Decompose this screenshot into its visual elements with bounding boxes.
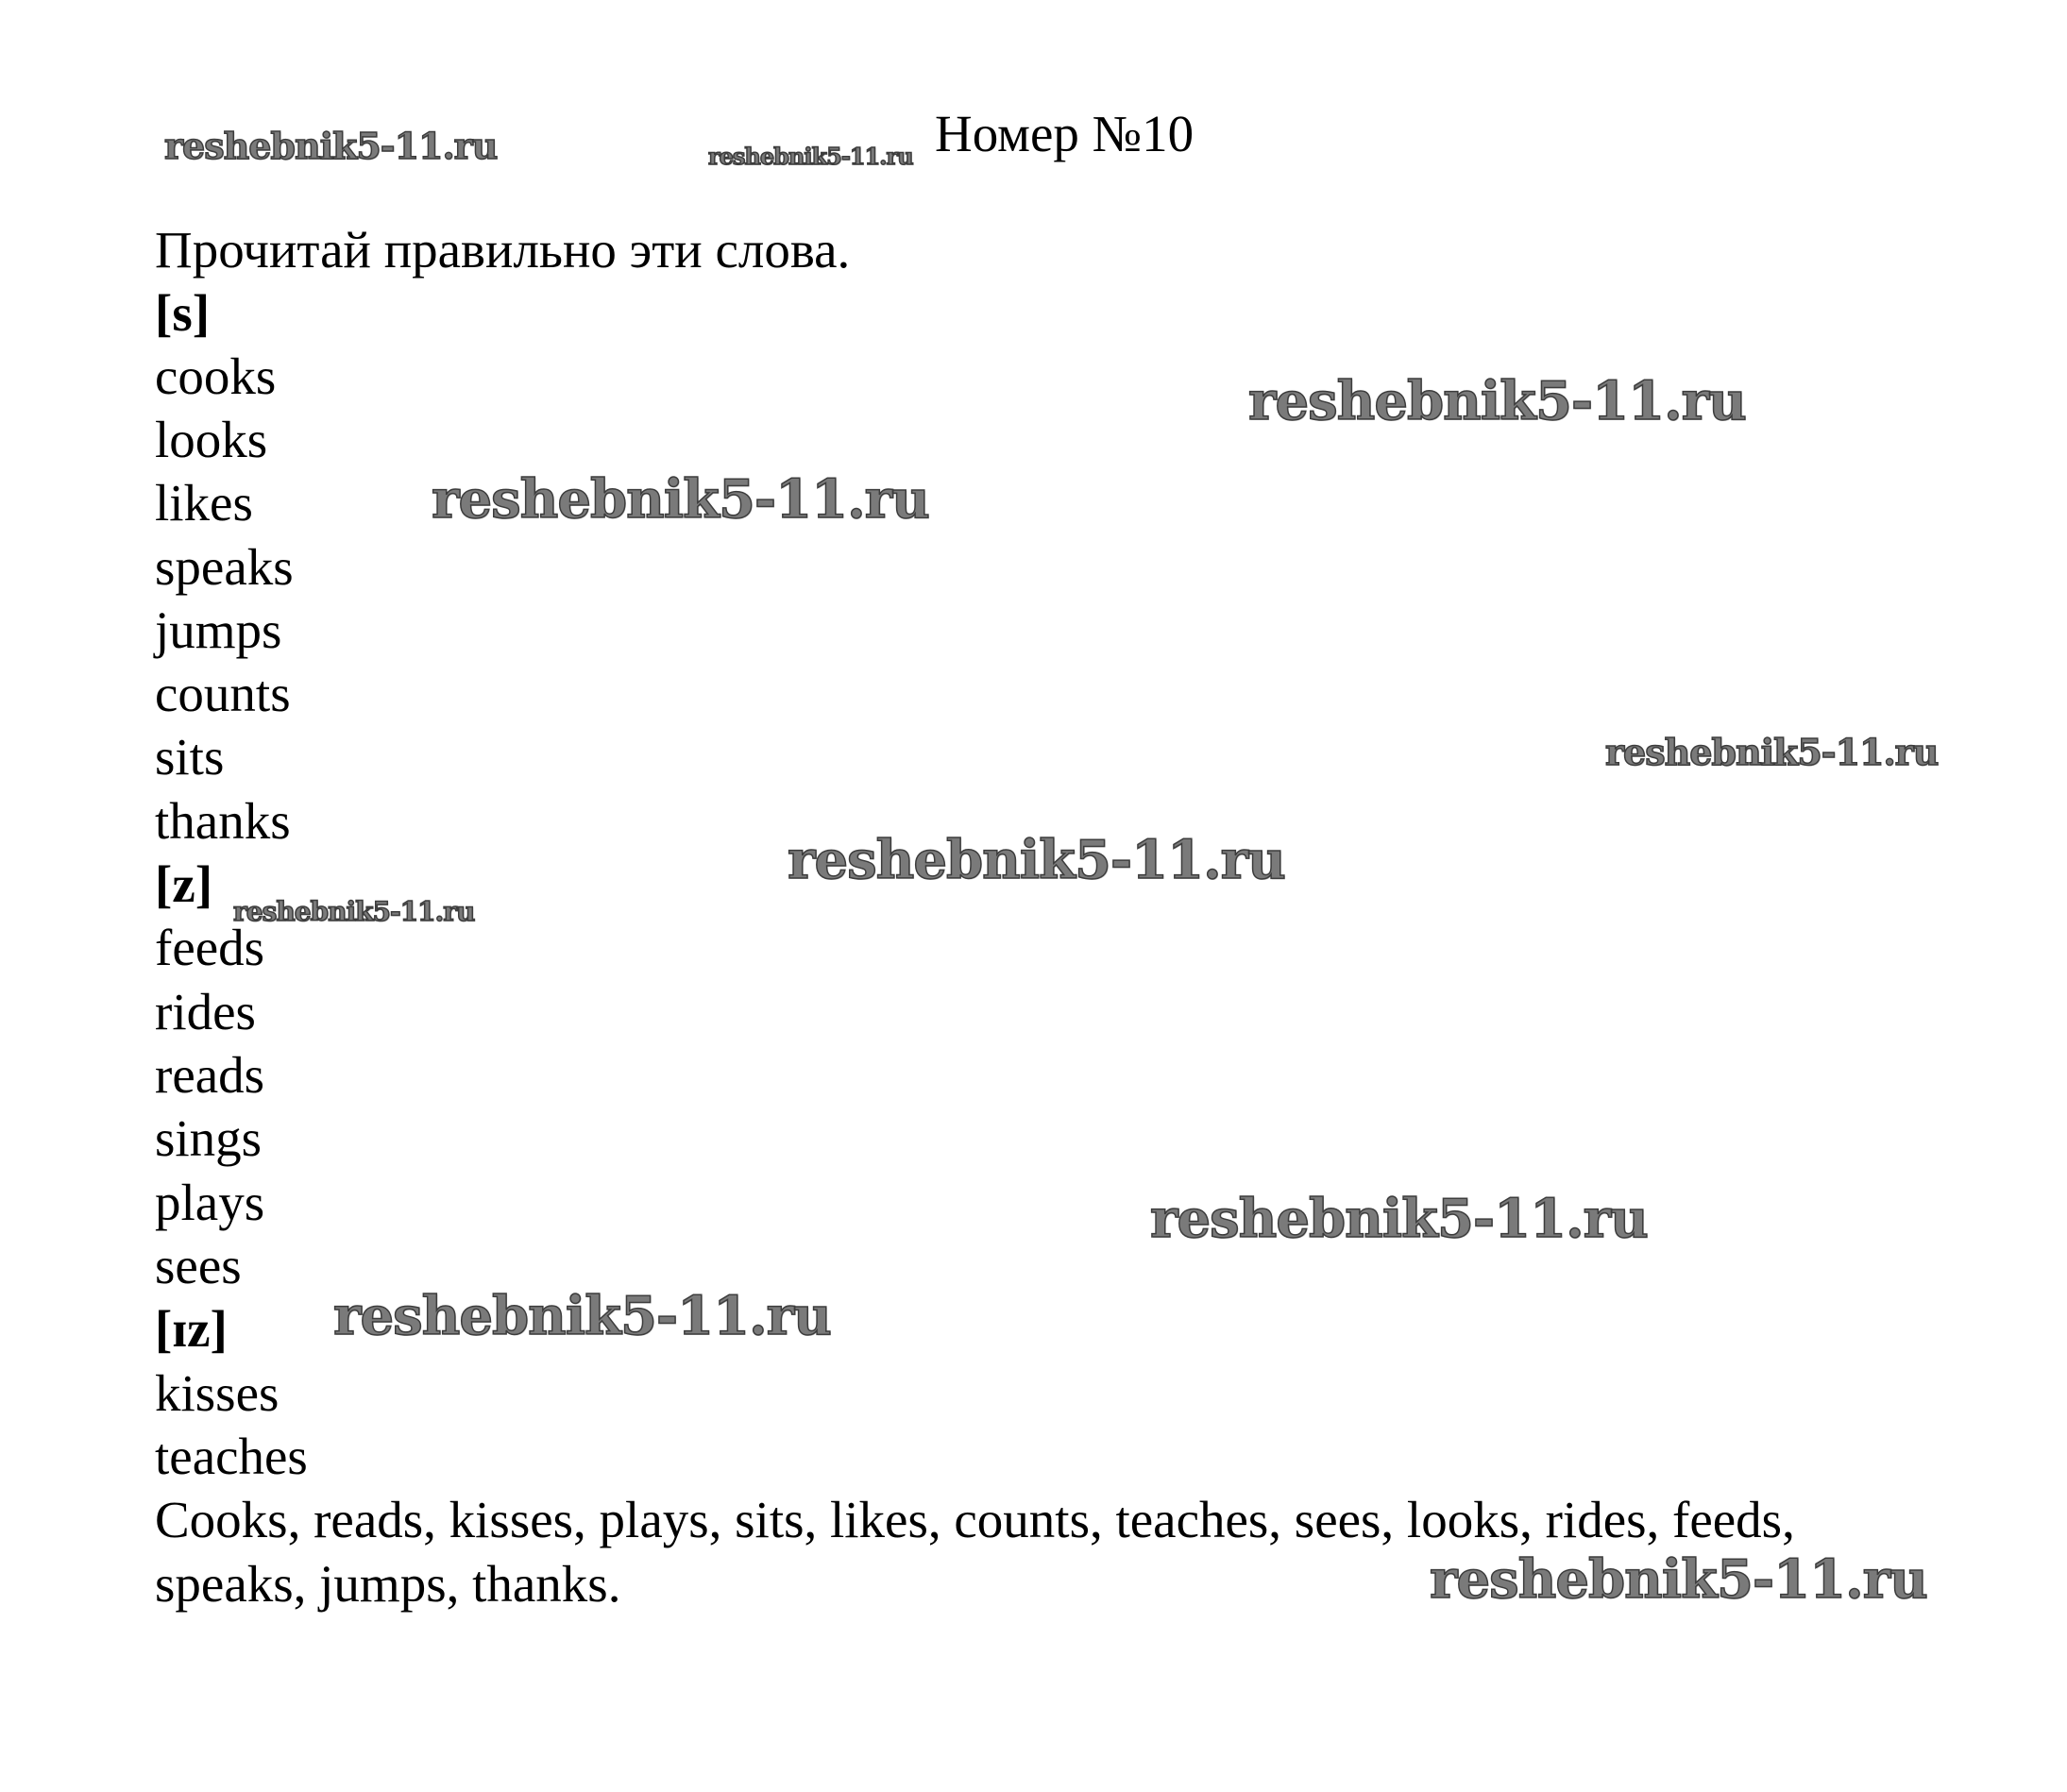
watermark: reshebnik5-11.ru <box>164 125 498 167</box>
watermark: reshebnik5-11.ru <box>788 829 1285 891</box>
word-item: speaks <box>155 538 294 596</box>
watermark: reshebnik5-11.ru <box>1605 731 1939 773</box>
word-item: thanks <box>155 792 291 850</box>
watermark: reshebnik5-11.ru <box>432 468 929 531</box>
summary-line-1: Cooks, reads, kisses, plays, sits, likes, counts, teaches, sees, looks, rides, feeds, <box>155 1491 1795 1548</box>
group-label-z: [z] <box>155 855 213 913</box>
watermark: reshebnik5-11.ru <box>333 1285 831 1347</box>
watermark: reshebnik5-11.ru <box>233 896 475 927</box>
group-label-iz: [ɪz] <box>155 1300 228 1358</box>
word-item: feeds <box>155 919 265 976</box>
watermark: reshebnik5-11.ru <box>708 143 913 170</box>
word-item: rides <box>155 983 256 1040</box>
task-instruction: Прочитай правильно эти слова. <box>155 221 851 279</box>
word-item: kisses <box>155 1364 280 1422</box>
word-item: likes <box>155 474 253 532</box>
word-item: sings <box>155 1109 263 1167</box>
word-item: cooks <box>155 347 277 405</box>
word-item: jumps <box>155 601 282 659</box>
word-item: plays <box>155 1174 265 1231</box>
word-item: looks <box>155 411 268 468</box>
watermark: reshebnik5-11.ru <box>1248 370 1746 432</box>
watermark: reshebnik5-11.ru <box>1150 1188 1648 1250</box>
word-item: sees <box>155 1237 242 1294</box>
word-item: reads <box>155 1046 265 1104</box>
group-label-s: [s] <box>155 284 211 342</box>
summary-line-2: speaks, jumps, thanks. <box>155 1555 621 1613</box>
word-item: counts <box>155 665 291 722</box>
page-title: Номер №10 <box>935 105 1194 162</box>
watermark: reshebnik5-11.ru <box>1430 1548 1927 1611</box>
word-item: sits <box>155 728 225 786</box>
word-item: teaches <box>155 1428 308 1485</box>
